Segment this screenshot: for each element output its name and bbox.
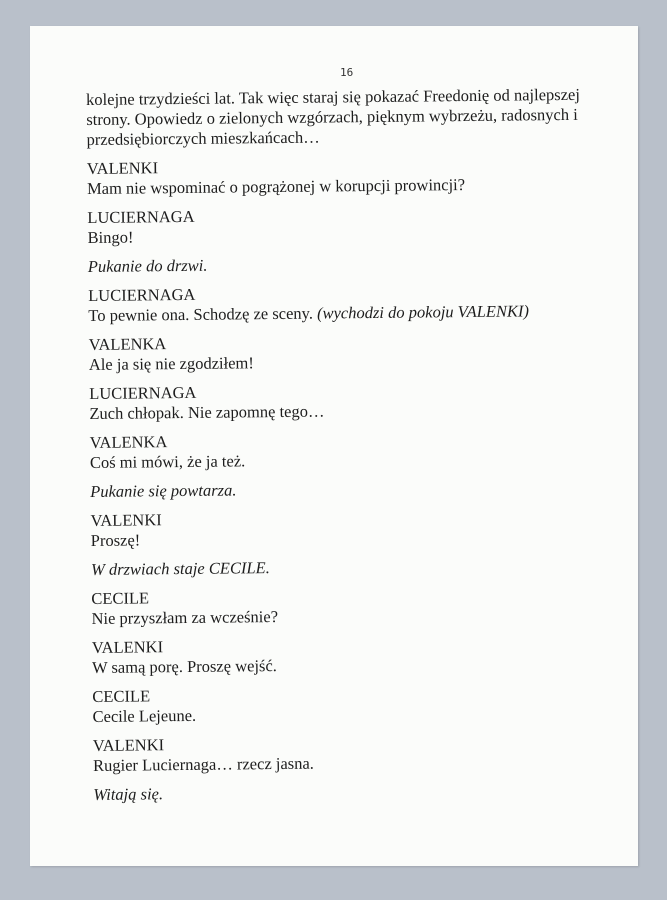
paragraph-line: strony. Opowiedz o zielonych wzgórzach, pięknym wybrzeżu, radosnych i	[86, 104, 578, 129]
script-content	[86, 85, 594, 814]
dialogue-block	[90, 506, 590, 551]
opening-paragraph	[86, 85, 587, 150]
dialogue-line: Mam nie wspominać o pogrążonej w korupcji prowincji?	[86, 175, 466, 198]
dialogue-block	[93, 731, 593, 776]
dialogue-block	[89, 379, 589, 424]
dialogue-line: W samą porę. Proszę wejść.	[91, 656, 277, 677]
speaker-name: VALENKI	[90, 510, 162, 530]
speaker-name: LUCIERNAGA	[89, 382, 197, 403]
speaker-name: CECILE	[91, 588, 150, 608]
dialogue-line: Ale ja się nie zgodziłem!	[88, 353, 254, 374]
stage-direction-block	[93, 780, 593, 805]
speaker-name: LUCIERNAGA	[87, 206, 195, 227]
speaker-name: VALENKI	[86, 158, 159, 178]
dialogue-block	[92, 633, 592, 678]
page-number: 16	[340, 66, 354, 79]
speaker-name: LUCIERNAGA	[88, 284, 196, 305]
dialogue-block	[92, 682, 592, 727]
speaker-name: VALENKI	[91, 637, 164, 657]
dialogue-line: Nie przyszłam za wcześnie?	[91, 607, 279, 628]
dialogue-line: Coś mi mówi, że ja też.	[89, 451, 246, 472]
paragraph-line: kolejne trzydzieści lat. Tak więc staraj się pokazać Freedonię od najlepszej	[86, 84, 580, 109]
dialogue-line: Zuch chłopak. Nie zapomnę tego…	[89, 401, 325, 423]
paragraph-line: przedsiębiorczych mieszkańcach…	[86, 127, 320, 149]
speaker-name: CECILE	[92, 686, 151, 706]
stage-direction: W drzwiach staje CECILE.	[90, 558, 270, 579]
dialogue-line: Cecile Lejeune.	[92, 705, 197, 726]
dialogue-block	[87, 203, 587, 248]
dialogue-block	[91, 584, 591, 629]
stage-direction: Pukanie do drzwi.	[87, 255, 208, 276]
stage-direction: Pukanie się powtarza.	[90, 480, 237, 501]
dialogue-line: Proszę!	[90, 530, 141, 550]
dialogue-line: Bingo!	[87, 227, 134, 247]
speaker-name: VALENKA	[89, 432, 168, 452]
dialogue-block	[89, 330, 589, 375]
stage-direction: Witają się.	[93, 784, 164, 804]
speaker-name: VALENKA	[88, 334, 167, 354]
inline-stage-direction: (wychodzi do pokoju VALENKI)	[316, 301, 530, 323]
dialogue-text: To pewnie ona. Schodzę ze sceny.	[88, 303, 314, 325]
dialogue-line: Rugier Luciernaga… rzecz jasna.	[92, 753, 314, 775]
dialogue-block	[87, 154, 587, 199]
dialogue-block	[90, 428, 590, 473]
stage-direction-block	[90, 477, 590, 502]
dialogue-line	[88, 301, 588, 326]
stage-direction-block	[91, 555, 591, 580]
stage-direction-block	[88, 252, 588, 277]
speaker-name: VALENKI	[92, 735, 165, 755]
dialogue-block	[88, 281, 588, 326]
